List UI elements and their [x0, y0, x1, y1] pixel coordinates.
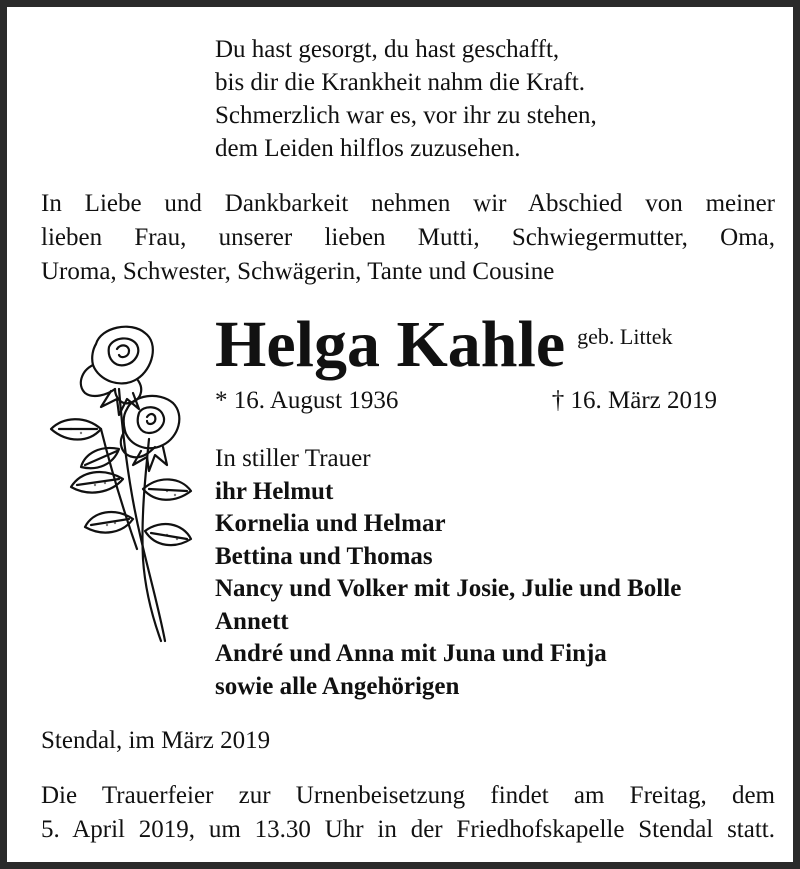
rose-illustration-icon: [41, 319, 201, 649]
birth-date: * 16. August 1936: [215, 387, 399, 414]
mourner: Kornelia und Helmar: [215, 510, 446, 537]
life-dates: [215, 385, 717, 417]
deceased-name: Helga Kahle: [215, 308, 566, 381]
intro-line: lieben Frau, unserer lieben Mutti, Schwiegermutter, Oma,: [41, 224, 775, 251]
deceased-name-row: [215, 307, 672, 383]
mourners-lead: In stiller Trauer: [215, 445, 371, 472]
ceremony-info: [41, 779, 775, 847]
mourner: Annett: [215, 607, 289, 635]
place-date: Stendal, im März 2019: [41, 727, 271, 754]
maiden-name: geb. Littek: [577, 324, 673, 349]
mourners-list: [215, 443, 681, 703]
mourner: Bettina und Thomas: [215, 542, 433, 570]
poem-line: Schmerzlich war es, vor ihr zu stehen,: [215, 102, 597, 129]
ceremony-line: Die Trauerfeier zur Urnenbeisetzung findet am Freitag, dem: [41, 782, 775, 809]
poem-line: Du hast gesorgt, du hast geschafft,: [215, 36, 560, 63]
poem-line: bis dir die Krankheit nahm die Kraft.: [215, 69, 586, 96]
poem: [215, 33, 597, 165]
mourner: ihr Helmut: [215, 477, 334, 505]
poem-line: dem Leiden hilflos zuzusehen.: [215, 135, 521, 162]
death-date: † 16. März 2019: [551, 387, 717, 414]
intro-text: [41, 187, 775, 289]
intro-line: In Liebe und Dankbarkeit nehmen wir Abschied von meiner: [41, 190, 775, 217]
mourner: Nancy und Volker mit Josie, Julie und Bolle: [215, 575, 682, 602]
intro-line: Uroma, Schwester, Schwägerin, Tante und Cousine: [41, 258, 555, 285]
ceremony-line: 5. April 2019, um 13.30 Uhr in der Friedhofskapelle Stendal statt.: [41, 816, 775, 843]
mourner: sowie alle Angehörigen: [215, 672, 460, 700]
mourner: André und Anna mit Juna und Finja: [215, 640, 607, 667]
